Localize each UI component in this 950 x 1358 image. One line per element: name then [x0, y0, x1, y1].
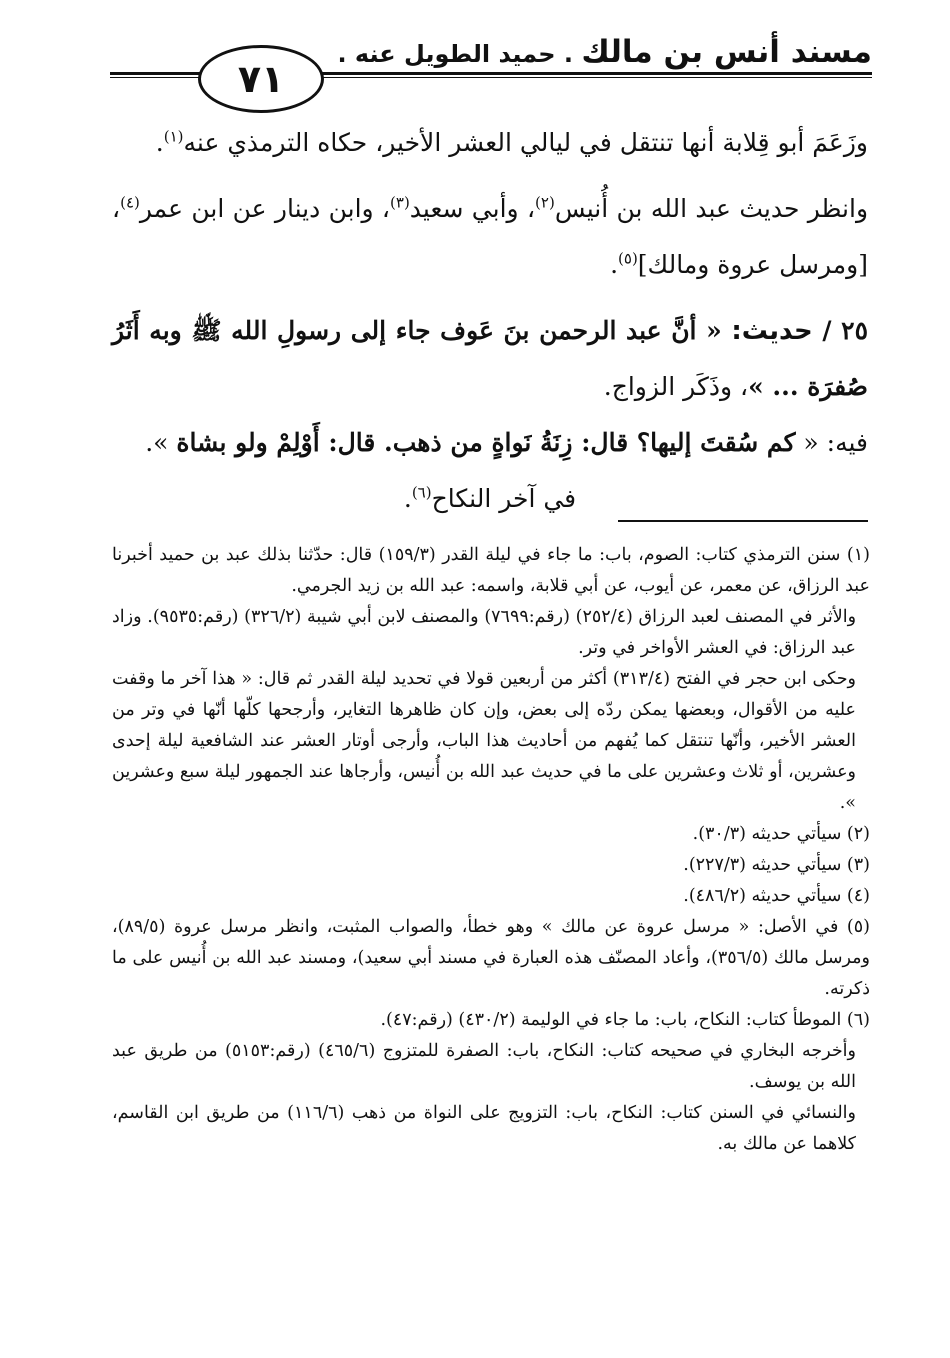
- p2-text-a: وانظر حديث عبد الله بن أُنيس: [554, 194, 869, 223]
- footnote-6-cont-2: والنسائي في السنن كتاب: النكاح، باب: التزويج على النواة من ذهب (١١٦/٦) من طريق ابن القاسم، كلاهما عن مالك به.: [112, 1103, 856, 1154]
- paragraph-5: [112, 471, 868, 527]
- p4-lead: فيه: «: [795, 428, 868, 457]
- footnote-ref-1: (١): [163, 127, 184, 146]
- p1-end: .: [155, 128, 164, 157]
- footnote-6-cont-1: وأخرجه البخاري في صحيحه كتاب: النكاح، باب: الصفرة للمتزوج (٤٦٥/٦) (رقم:٥١٥٣) من طريق عبد الله بن يوسف.: [112, 1041, 856, 1092]
- footnote-separator: [618, 520, 868, 522]
- footnote-1-cont-1: والأثر في المصنف لعبد الرزاق (٢٥٢/٤) (رقم:٧٦٩٩) والمصنف لابن أبي شيبة (٣٢٦/٢) (رقم:٩٥٣٥). وزاد عبد الرزاق: في العشر الأواخر في وتر.: [112, 607, 857, 658]
- hadith-number: ٢٥ /: [812, 316, 869, 345]
- p4-end: ».: [145, 428, 177, 457]
- book-title: مسند أنس بن مالك: [581, 34, 872, 70]
- hadith-25: [112, 303, 868, 415]
- footnote-5: (٥) في الأصل: « مرسل عروة عن مالك » وهو خطأ، والصواب المثبت، وانظر مرسل عروة (٨٩/٥)، ومرسل مالك (٣٥٦/٥)، وأعاد المصنّف هذه العبارة في مسند أبي سعيد)، ومسند عبد الله بن أُنيس على ما ذكرته.: [112, 917, 870, 999]
- footnote-6: (٦) الموطأ كتاب: النكاح، باب: ما جاء في الوليمة (٤٣٠/٢) (رقم:٤٧).: [380, 1010, 870, 1030]
- footnote-1: (١) سنن الترمذي كتاب: الصوم، باب: ما جاء في ليلة القدر (١٥٩/٣) قال: حدّثنا بذلك عبد بن حميد أخبرنا عبد الرزاق، عن معمر، عن أيوب، عن أبي قلابة، واسمه: عبد الله بن زيد الجرمي.: [112, 545, 870, 596]
- footnote-ref-6: (٦): [411, 483, 432, 502]
- footnote-ref-5: (٥): [618, 249, 638, 268]
- page-header: [110, 28, 872, 101]
- page-number: ٧١: [237, 57, 285, 101]
- p1-text: وزَعَمَ أبو قِلابة أنها تنتقل في ليالي العشر الأخير، حكاه الترمذي عنه: [183, 128, 868, 157]
- hadith-label: حديث:: [731, 316, 813, 346]
- footnotes: [112, 540, 870, 1160]
- section-title: . حميد الطويل عنه .: [337, 40, 573, 68]
- hadith-end: ، وذَكَر الزواج.: [603, 372, 749, 401]
- p2-end: .: [610, 250, 619, 279]
- p5-text: في آخر النكاح: [431, 484, 577, 513]
- footnote-1-cont-2: وحكى ابن حجر في الفتح (٣١٣/٤) أكثر من أربعين قولا في تحديد ليلة القدر ثم قال: « هذا آخر ما وقفت عليه من الأقوال، وبعضها يمكن ردّه إلى بعض، وإن كان ظاهرها التغاير، وأرجحها كلّها أنّها في وتر من العشر الأخير، وأنّها تنتقل كما يُفهم من أحاديث هذا الباب، وأرجى أوتار العشر عند الشافعية ليلة إحدى وعشرين، أو ثلاث وعشرين على ما في حديث عبد الله بن أُنيس، وأرجاها عند الجمهور ليلة سبع وعشرين ».: [112, 669, 856, 813]
- p2-text-b: ، وأبي سعيد: [409, 194, 536, 223]
- page-number-badge: [198, 45, 324, 113]
- paragraph-4: [112, 415, 868, 471]
- hadith-quote: « أنَّ عبد الرحمن بنَ عَوف جاء إلى رسولِ الله ﷺ وبه أَثَرُ صُفرَة ... »: [112, 316, 868, 401]
- p4-quote: كم سُقتَ إليها؟ قال: زِنَةُ نَواةٍ من ذهب. قال: أَوْلِمْ ولو بشاة: [176, 428, 796, 457]
- paragraph-2: [112, 181, 868, 293]
- main-text: [112, 115, 868, 527]
- p2-text-c: ، وابن دينار عن ابن عمر: [139, 194, 391, 223]
- footnote-2: (٢) سيأتي حديثه (٣٠/٣).: [692, 824, 870, 844]
- paragraph-1: [112, 115, 868, 171]
- running-title: [337, 34, 872, 70]
- footnote-3: (٣) سيأتي حديثه (٢٢٧/٣).: [683, 855, 870, 875]
- footnote-ref-3: (٣): [390, 193, 410, 212]
- p5-end: .: [403, 484, 412, 513]
- footnote-ref-4: (٤): [120, 193, 140, 212]
- footnote-ref-2: (٢): [535, 193, 555, 212]
- p2-text-d: ، [ومرسل عروة ومالك]: [112, 194, 868, 279]
- footnote-4: (٤) سيأتي حديثه (٤٨٦/٢).: [683, 886, 870, 906]
